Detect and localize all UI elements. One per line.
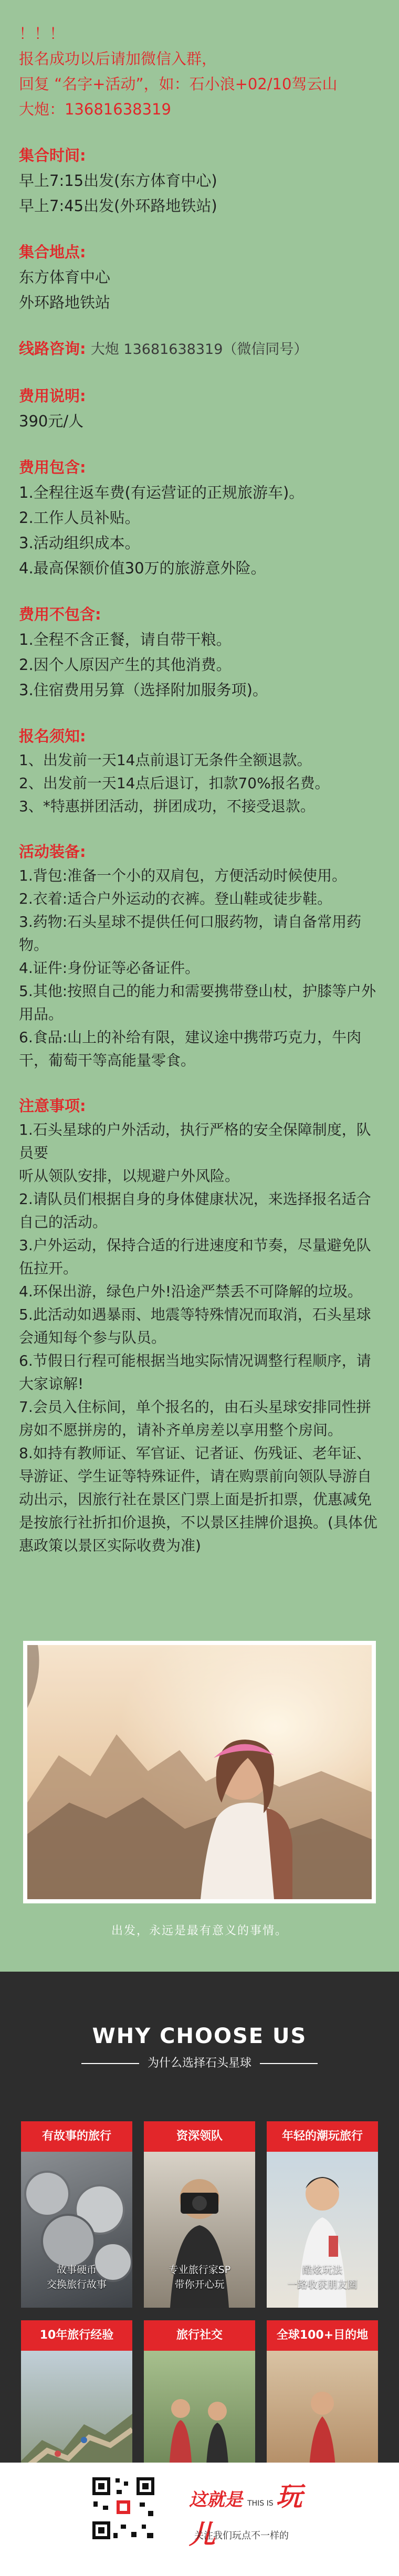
feature-card-title: 资深领队 [144, 2121, 255, 2152]
why-subtitle: 为什么选择石头星球 [0, 2054, 399, 2070]
fee-section [19, 383, 380, 434]
coins-illustration [21, 2152, 132, 2308]
feature-card-caption: 故事硬币 交换旅行故事 [46, 2264, 107, 2290]
signup-instruction: 报名成功以后请加微信入群， [19, 50, 217, 68]
meet-time-heading: 集合时间: [19, 146, 86, 164]
gear-line: 2.衣着:适合户外运动的衣裤。登山鞋或徒步鞋。 [19, 890, 332, 907]
included-line: 4.最高保额价值30万的旅游意外险。 [19, 559, 266, 577]
feature-card-title: 10年旅行经验 [21, 2320, 132, 2351]
notes-heading: 注意事项: [19, 1097, 86, 1115]
gear-line: 1.背包:准备一个小的双肩包，方便活动时候使用。 [19, 867, 347, 884]
gear-heading: 活动装备: [19, 843, 86, 861]
excluded-heading: 费用不包含: [19, 605, 101, 623]
hero-photo [23, 1641, 376, 1903]
alert-marks: ！！！ [19, 25, 65, 43]
why-title: WHY CHOOSE US [92, 2024, 307, 2048]
qr-code-icon[interactable] [89, 2474, 158, 2542]
included-section [19, 455, 380, 581]
contact-phone[interactable]: 大炮：13681638319 [19, 100, 171, 118]
fee-heading: 费用说明: [19, 387, 86, 405]
included-line: 3.活动组织成本。 [19, 534, 140, 552]
gear-line: 5.其他:按照自己的能力和需要携带登山杖，护膝等户外用品。 [19, 982, 376, 1023]
gear-line: 4.证件:身份证等必备证件。 [19, 959, 200, 977]
hotline-heading: 线路咨询: [19, 340, 86, 358]
brand-logo-en: THIS IS [247, 2499, 274, 2508]
included-heading: 费用包含: [19, 458, 86, 476]
notes-line: 8.如持有教师证、军官证、记者证、伤残证、老年证、导游证、学生证等特殊证件，请在购票前向领队导游自动出示，因旅行社在景区门票上面是折扣票，优惠减免是按旅行社折扣价退换，不以景区挂牌价退换。(具体优惠政策以景区实际收费为准) [19, 1444, 377, 1554]
notes-line: 7.会员入住标间，单个报名的，由石头星球安排同性拼房如不愿拼房的，请补齐单房差以享用整个房间。 [19, 1398, 371, 1439]
notes-line: 听从领队安排，以规避户外风险。 [19, 1167, 240, 1185]
notes-section [19, 1093, 380, 1557]
notes-line: 5.此活动如遇暴雨、地震等特殊情况而取消，石头星球会通知每个参与队员。 [19, 1306, 371, 1346]
photographer-illustration [144, 2152, 255, 2308]
feature-card-title: 旅行社交 [144, 2320, 255, 2351]
feature-card-title: 有故事的旅行 [21, 2121, 132, 2152]
brand-logo-text-big: 玩儿 [189, 2481, 302, 2550]
excluded-line: 3.住宿费用另算（选择附加服务项)。 [19, 681, 268, 699]
excluded-section [19, 602, 380, 703]
meet-place-heading: 集合地点: [19, 243, 86, 261]
meet-time-line: 早上7:45出发(外环路地铁站) [19, 197, 217, 215]
photo-caption: 出发，永远是最有意义的事情。 [111, 1924, 288, 1938]
meet-place-line: 外环路地铁站 [19, 294, 111, 311]
hotline-text[interactable]: 大炮 13681638319（微信同号） [90, 341, 308, 358]
notes-line: 6.节假日行程可能根据当地实际情况调整行程顺序，请大家谅解! [19, 1352, 371, 1392]
meet-time-line: 早上7:15出发(东方体育中心) [19, 172, 217, 190]
feature-card-title: 年轻的潮玩旅行 [267, 2121, 378, 2152]
meet-place-line: 东方体育中心 [19, 268, 111, 286]
brand-logo-text: 这就是 [189, 2489, 243, 2510]
signup-line: 3、*特惠拼团活动，拼团成功，不接受退款。 [19, 798, 315, 815]
hiker-photo-illustration [27, 1645, 372, 1899]
notes-line: 2.请队员们根据自身的身体健康状况，来选择报名适合自己的活动。 [19, 1190, 371, 1231]
feature-card-title: 全球100+目的地 [267, 2320, 378, 2351]
signup-section [19, 724, 380, 818]
feature-card[interactable] [144, 2121, 255, 2308]
feature-card-caption: 专业旅行家SP 带你开心玩 [168, 2264, 231, 2290]
feature-card-caption: 酷炫玩法 一路收获朋友圈 [287, 2264, 358, 2290]
included-line: 2.工作人员补贴。 [19, 509, 140, 527]
footer-slogan: 关注我们玩点不一样的 [194, 2530, 289, 2541]
signup-line: 1、出发前一天14点前退订无条件全额退款。 [19, 751, 312, 769]
gear-line: 6.食品:山上的补给有限，建议途中携带巧克力，牛肉干，葡萄干等高能量零食。 [19, 1029, 362, 1069]
gear-line: 3.药物:石头星球不提供任何口服药物，请自备常用药物。 [19, 913, 362, 954]
traveler-illustration [267, 2152, 378, 2308]
gear-section [19, 839, 380, 1072]
meet-time-section [19, 143, 380, 218]
signup-line: 2、出发前一天14点后退订，扣款70%报名费。 [19, 774, 330, 792]
signup-heading: 报名须知: [19, 727, 86, 745]
excluded-line: 2.因个人原因产生的其他消费。 [19, 656, 232, 674]
notes-line: 1.石头星球的户外活动，执行严格的安全保障制度，队员要 [19, 1121, 371, 1161]
meet-place-section [19, 239, 380, 315]
feature-card[interactable] [21, 2121, 132, 2308]
fee-value: 390元/人 [19, 412, 84, 430]
signup-example: 回复 “名字+活动”，如：石小浪+02/10驾云山 [19, 75, 338, 93]
feature-card[interactable] [267, 2121, 378, 2308]
excluded-line: 1.全程不含正餐，请自带干粮。 [19, 631, 232, 648]
notes-line: 3.户外运动，保持合适的行进速度和节奏，尽量避免队伍拉开。 [19, 1237, 371, 1277]
included-line: 1.全程往返车费(有运营证的正规旅游车)。 [19, 484, 304, 501]
notes-line: 4.环保出游，绿色户外!沿途严禁丢不可降解的垃圾。 [19, 1283, 362, 1300]
hotline-section [19, 336, 380, 362]
